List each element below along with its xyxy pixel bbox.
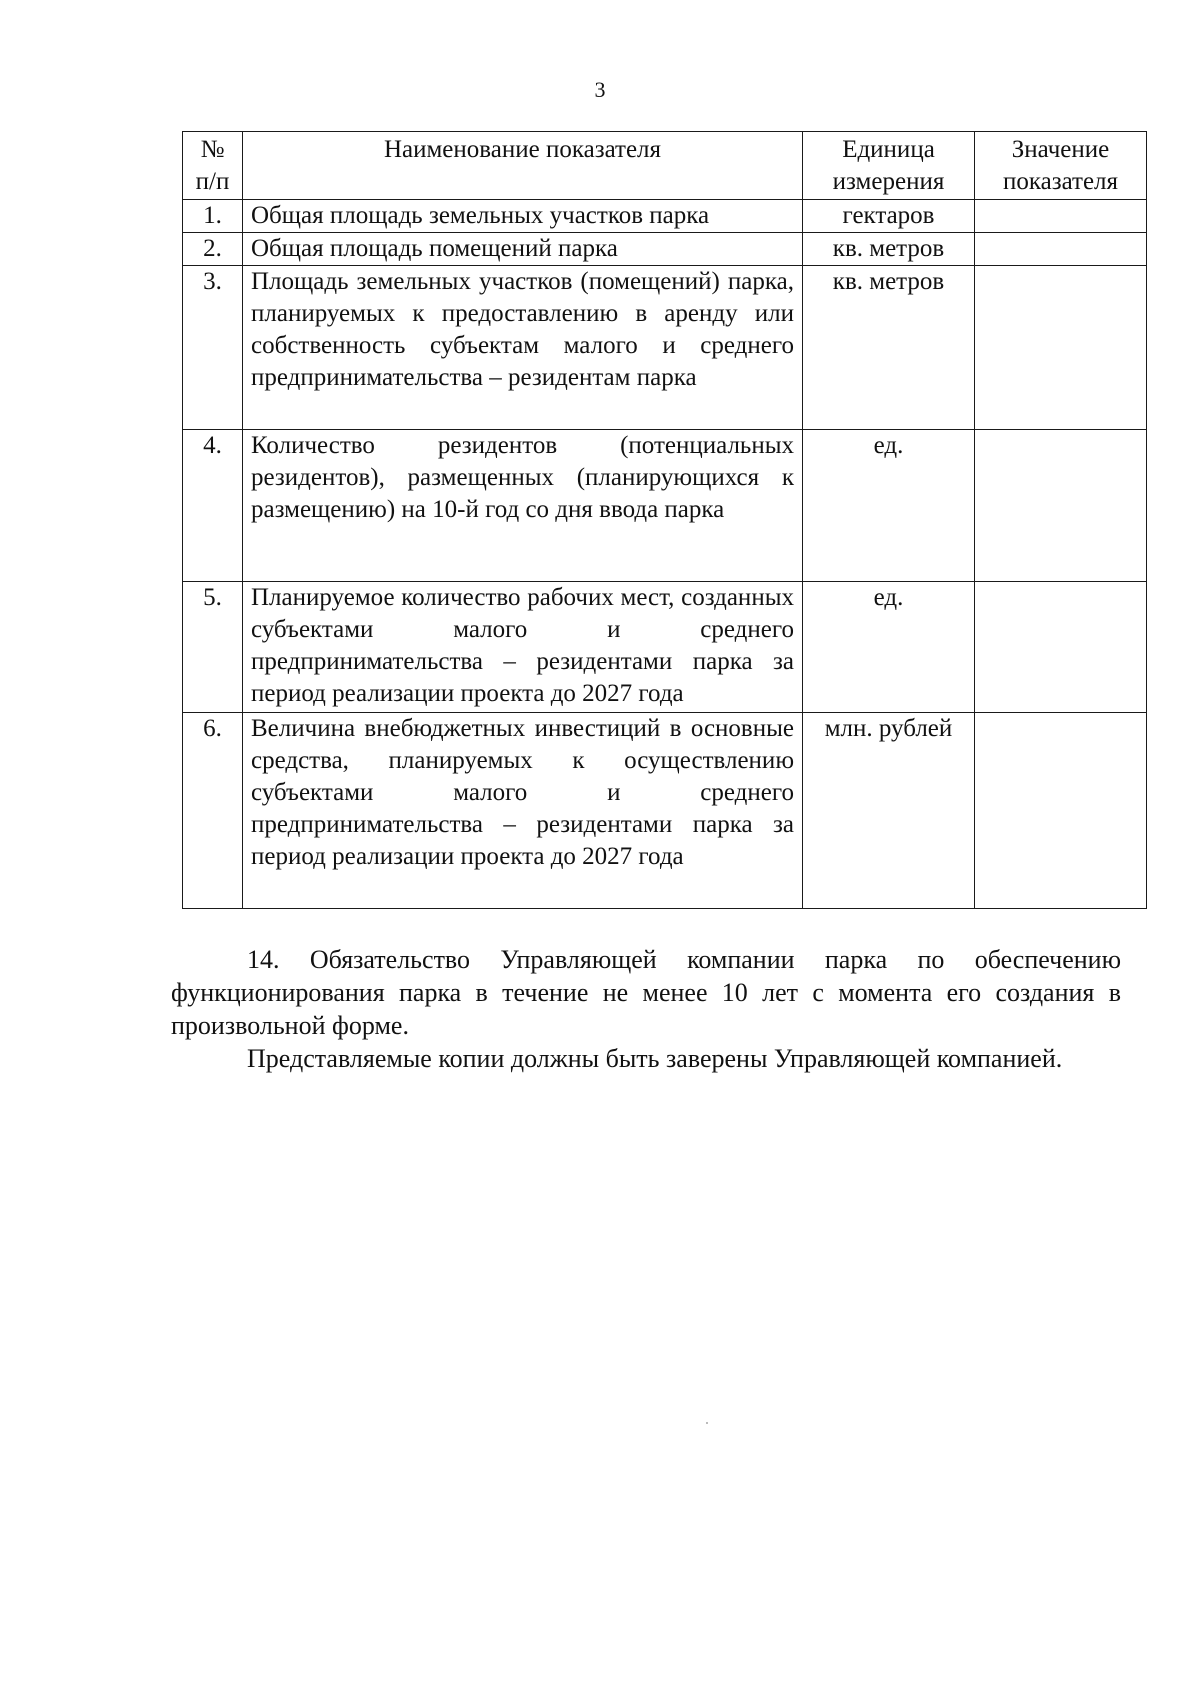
row-value bbox=[975, 200, 1147, 233]
header-unit-line1: Единица bbox=[842, 136, 935, 163]
row-number: 2. bbox=[183, 233, 243, 266]
table-row bbox=[183, 713, 1147, 909]
row-unit: ед. bbox=[803, 430, 975, 582]
header-unit-line2: измерения bbox=[832, 168, 945, 195]
row-unit: кв. метров bbox=[803, 233, 975, 266]
row-unit: млн. рублей bbox=[803, 713, 975, 909]
paragraph-copies-text: Представляемые копии должны быть заверены Управляющей компанией. bbox=[247, 1044, 1063, 1073]
paragraph-14-text: 14. Обязательство Управляющей компании парка по обеспечению функционирования парка в течение не менее 10 лет с момента его создания в произвольной форме. bbox=[171, 945, 1121, 1040]
row-number: 3. bbox=[183, 266, 243, 430]
paragraph-14 bbox=[171, 943, 1121, 1042]
row-indicator-name: Общая площадь земельных участков парка bbox=[243, 200, 803, 233]
row-number: 6. bbox=[183, 713, 243, 909]
row-value bbox=[975, 233, 1147, 266]
indicators-table bbox=[182, 131, 1147, 909]
row-indicator-name: Планируемое количество рабочих мест, созданных субъектами малого и среднего предпринимательства – резидентами парка за период реализации проекта до 2027 года bbox=[243, 582, 803, 713]
page-number: 3 bbox=[594, 77, 606, 102]
header-num-line2: п/п bbox=[195, 168, 230, 195]
scan-artifact bbox=[706, 1422, 708, 1424]
header-num-line1: № bbox=[200, 136, 225, 163]
row-indicator-name: Количество резидентов (потенциальных резидентов), размещенных (планирующихся к размещению) на 10-й год со дня ввода парка bbox=[243, 430, 803, 582]
header-value-line1: Значение bbox=[1011, 136, 1110, 163]
header-unit bbox=[803, 132, 975, 200]
table-row bbox=[183, 582, 1147, 713]
table-row bbox=[183, 430, 1147, 582]
row-number: 4. bbox=[183, 430, 243, 582]
row-unit: гектаров bbox=[803, 200, 975, 233]
paragraph-copies bbox=[171, 1042, 1121, 1075]
row-indicator-name: Площадь земельных участков (помещений) парка, планируемых к предоставлению в аренду или собственность субъектам малого и среднего предпринимательства – резидентам парка bbox=[243, 266, 803, 430]
row-value bbox=[975, 430, 1147, 582]
row-number: 1. bbox=[183, 200, 243, 233]
row-value bbox=[975, 582, 1147, 713]
header-value-line2: показателя bbox=[1002, 168, 1119, 195]
row-value bbox=[975, 713, 1147, 909]
header-num bbox=[183, 132, 243, 200]
row-unit: ед. bbox=[803, 582, 975, 713]
row-number: 5. bbox=[183, 582, 243, 713]
table-header-row bbox=[183, 132, 1147, 200]
row-unit: кв. метров bbox=[803, 266, 975, 430]
row-indicator-name: Общая площадь помещений парка bbox=[243, 233, 803, 266]
table-row bbox=[183, 233, 1147, 266]
table-row bbox=[183, 200, 1147, 233]
header-value bbox=[975, 132, 1147, 200]
header-name-text: Наименование показателя bbox=[383, 136, 662, 163]
header-name bbox=[243, 132, 803, 200]
table-row bbox=[183, 266, 1147, 430]
row-indicator-name: Величина внебюджетных инвестиций в основные средства, планируемых к осуществлению субъектами малого и среднего предпринимательства – резидентами парка за период реализации проекта до 2027 года bbox=[243, 713, 803, 909]
row-value bbox=[975, 266, 1147, 430]
